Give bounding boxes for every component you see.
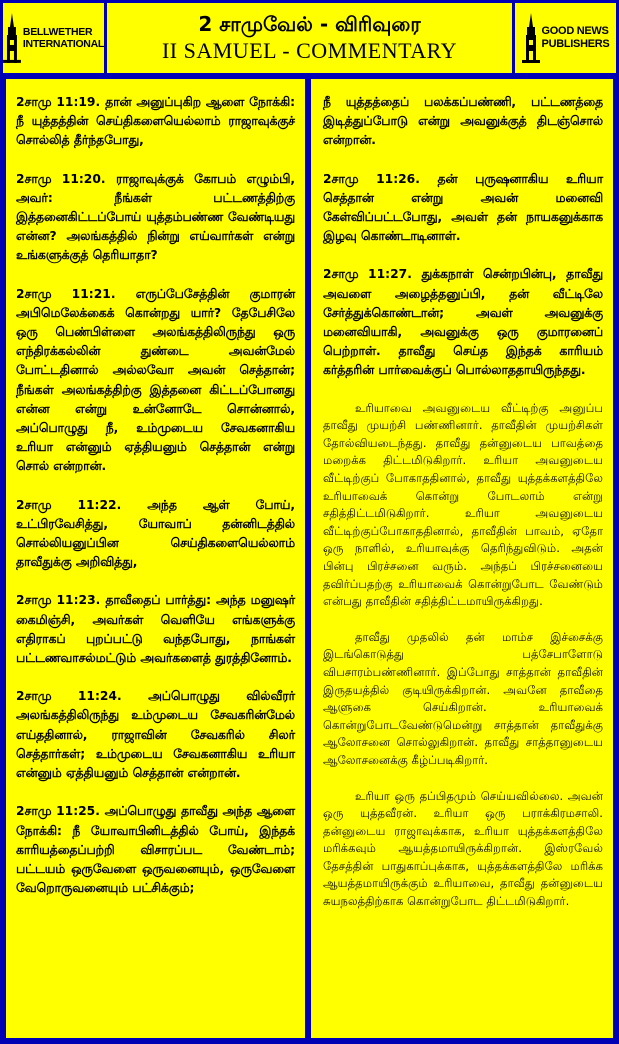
verse-text: துக்கநாள் சென்றபின்பு, தாவீது அவளை அழைத்தனுப்பி, தன் வீட்டிலே சேர்த்துக்கொண்டான்; அவள் அவனுக்கு மனைவியாகி, அவனுக்கு ஒரு குமாரனைப் பெற்றாள். தாவீது செய்த இந்தக் காரியம் கர்த்தரின் பார்வைக்குப் பொல்லாததாயிருந்தது. <box>323 267 604 378</box>
verse-text: தன் புருஷனாகிய உரியா செத்தான் என்று அவன் மனைவி கேள்விப்பட்டபோது, அவள் தன் நாயகனுக்காக இழவு கொண்டாடினாள். <box>323 171 604 244</box>
verse-text: தான் அனுப்புகிற ஆளை நோக்கி: நீ யுத்தத்தின் செய்திகளையெல்லாம் ராஜாவுக்குச் சொல்லித் தீர்ந்தபோது, <box>16 95 296 148</box>
commentary-paragraph: உரியா ஒரு தப்பிதமும் செய்யவில்லை. அவன் ஒரு யுத்தவீரன். உரியா ஒரு பராக்கிரமசாலி. தன்னுடைய ராஜாவுக்காக, உரியா யுத்தக்களத்திலே மரிக்கவும் ஆயத்தமாயிருக்கிறான். இஸ்ரவேல் தேசத்தின் பாதுகாப்புக்காக, யுத்தக்களத்திலே மரிக்க ஆயத்தமாயிருக்கும் உரியாவை, தாவீது தன்னுடைய சுயநலத்திற்காக கொன்றுபோட திட்டமிடுகிறார். <box>323 788 603 909</box>
verse-text: எருப்பேசேத்தின் குமாரன் அபிமெலேக்கைக் கொன்றது யார்? தேபேசிலே ஒரு பெண்பிள்ளை அலங்கத்திலிருந்து ஒரு எந்திரக்கல்லின் துண்டை அவன்மேல் போட்டதினால் அல்லவோ அவன் செத்தான்; நீங்கள் அலங்கத்திற்கு இத்தனை கிட்டப்போனது என்ன என்று உன்னோடே சொன்னால், அப்பொழுது நீ, உம்முடைய சேவகனாகிய உரியா என்னும் ஏத்தியனும் செத்தான் என்று சொல் என்றான். <box>16 286 295 474</box>
verse-paragraph <box>16 93 295 151</box>
good-news-logo-text <box>542 25 610 51</box>
verse-ref: 2சாமு 11:19. <box>16 95 101 109</box>
good-news-line2: PUBLISHERS <box>541 38 610 50</box>
page-title-tamil: 2 சாமுவேல் - விரிவுரை <box>198 12 421 36</box>
verse-text: அப்பொழுது தாவீது அந்த ஆளை நோக்கி: நீ யோவாபினிடத்தில் போய், இந்தக் காரியத்தைப்பற்றி விசாரப்பட வேண்டாம்; பட்டயம் ஒருவேளை ஒருவனையும், ஒருவேளை வேறொருவனையும் பட்சிக்கும்; <box>16 804 296 896</box>
verse-ref: 2சாமு 11:20. <box>16 171 106 186</box>
verse-text: ராஜாவுக்குக் கோபம் எழும்பி, அவர்: நீங்கள் பட்டணத்திற்கு இத்தனைகிட்டப்போய் யுத்தம்பண்ண வேண்டியது என்ன? அலங்கத்தில் நின்று எய்வார்கள் என்று உங்களுக்குத் தெரியாதா? <box>16 171 295 263</box>
verse-paragraph <box>16 591 295 668</box>
verse-ref: 2சாமு 11:24. <box>16 689 122 704</box>
page-title-english: II SAMUEL - COMMENTARY <box>161 38 458 63</box>
bellwether-logo-text <box>23 26 104 50</box>
commentary-paragraph: தாவீது முதலில் தன் மாம்ச இச்சைக்கு இடங்கொடுத்து பத்சேபாளோடு விபசாரம்பண்ணினார். இப்போது சாத்தான் தாவீதின் இருதயத்தில் குடியிருக்கிறான். அவனே தாவீதை ஆளுகை செய்கிறான். உரியாவைக் கொன்றுபோடவேண்டுமென்று சாத்தான் தாவீதுக்கு ஆலோசனை சொல்லுகிறான். தாவீது சாத்தானுடைய ஆலோசனைக்கு கீழ்ப்படிகிறார். <box>323 629 603 767</box>
verse-ref: 2சாமு 11:27. <box>323 267 412 282</box>
header <box>3 3 616 73</box>
church-icon <box>3 13 21 63</box>
bellwether-logo <box>3 3 104 73</box>
verse-ref: 2சாமு 11:25. <box>16 804 100 819</box>
verse-text: நீ யுத்தத்தைப் பலக்கப்பண்ணி, பட்டணத்தை இடித்துப்போடு என்று அவனுக்குத் திடஞ்சொல் என்றான். <box>323 95 603 148</box>
verse-ref: 2சாமு 11:21. <box>16 286 116 301</box>
verse-paragraph <box>323 93 603 151</box>
verse-paragraph <box>16 687 295 783</box>
verse-paragraph <box>16 170 295 266</box>
right-column <box>311 79 613 1038</box>
verse-paragraph <box>323 265 603 380</box>
commentary-paragraph: உரியாவை அவனுடைய வீட்டிற்கு அனுப்ப தாவீது முயற்சி பண்ணினார். தாவீதின் முயற்சிகள் தோல்வியடைந்தது. தாவீது தன்னுடைய பாவத்தை மறைக்க திட்டமிடுகிறார். உரியா அவனுடைய வீட்டிற்குப் போகாததினால், தாவீது யுத்தக்களத்திலே உரியாவைக் கொன்று போடலாம் என்று சதித்திட்டமிடுகிறார். உரியா அவனுடைய வீட்டிற்குப்போகாததினால், தாவீதின் பாவம், ஏதோ ஒரு நாளில், உரியாவுக்கு தெரிந்துவிடும். அதன் பின்பு பிரச்சனை வரும். அந்தப் பிரச்சனையை தவிர்ப்பதற்கு உரியாவைக் கொன்றுபோட வேண்டும் என்பது தாவீதின் சதித்திட்டமாயிருக்கிறது. <box>323 400 603 609</box>
verse-ref: 2சாமு 11:26. <box>323 171 420 186</box>
verse-paragraph <box>16 496 295 573</box>
left-column <box>6 79 305 1038</box>
verse-ref: 2சாமு 11:23. <box>16 593 101 608</box>
verse-text: அந்த ஆள் போய், உட்பிரவேசித்து, யோவாப் தன்னிடத்தில் சொல்லியனுப்பின செய்திகளையெல்லாம் தாவீதுக்கு அறிவித்து, <box>16 497 295 570</box>
verse-paragraph <box>16 802 295 898</box>
bellwether-line2: INTERNATIONAL <box>22 38 104 50</box>
verse-paragraph <box>323 170 603 247</box>
good-news-logo <box>515 3 616 73</box>
verse-paragraph <box>16 285 295 477</box>
verse-text: தாவீதைப் பார்த்து: அந்த மனுஷர் கைமிஞ்சி, அவர்கள் வெளியே எங்களுக்கு எதிராகப் புறப்பட்டு வந்தபோது, நாங்கள் பட்டணவாசல்மட்டும் அவர்களைத் துரத்தினோம். <box>16 593 295 666</box>
good-news-line1: GOOD NEWS <box>541 25 609 37</box>
verse-ref: 2சாமு 11:22. <box>16 497 122 512</box>
title-box <box>107 3 512 73</box>
verse-text: அப்பொழுது வில்வீரர் அலங்கத்திலிருந்து உம்முடைய சேவகரின்மேல் எய்ததினால், ராஜாவின் சேவகரில் சிலர் செத்தார்கள்; உம்முடைய சேவகனாகிய உரியா என்னும் ஏத்தியனும் செத்தான் என்றான். <box>16 689 295 781</box>
church-icon <box>522 13 540 63</box>
bellwether-line1: BELLWETHER <box>22 26 93 38</box>
